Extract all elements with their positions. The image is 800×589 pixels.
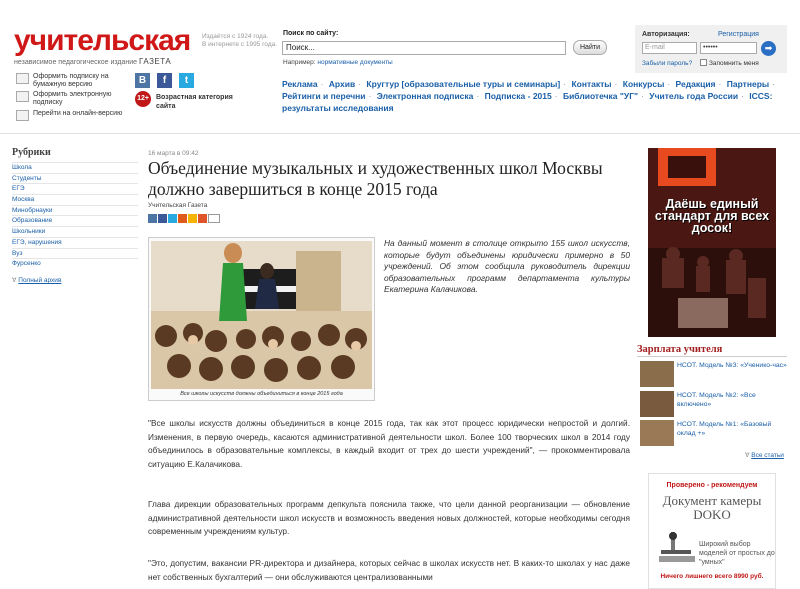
nav-item-teacher-of-year[interactable]: Учитель года России — [649, 91, 739, 101]
vk-icon[interactable]: B — [135, 73, 150, 88]
rubrics-title: Рубрики — [12, 147, 51, 158]
search-example-link[interactable]: нормативные документы — [317, 59, 393, 66]
search-example — [283, 59, 393, 66]
nav-item-contacts[interactable]: Контакты — [571, 79, 612, 89]
article-photo — [151, 241, 372, 389]
article-title: Объединение музыкальных и художественных школ Москвы должно завершиться в конце 2015 года — [148, 158, 603, 199]
salary-thumbnail — [640, 420, 674, 446]
article-lead: На данный момент в столице открыто 155 школ искусств, которые будут объединены юридически примерно в 50 учреждений. Об этом сообщила руководитель дирекции образовательных программ департамента культуры Екатерина Калачикова. — [384, 238, 630, 295]
subscribe-paper-link[interactable]: Оформить подписку на бумажную версию — [16, 73, 131, 89]
logo-subtitle: независимое педагогическое издание ГАЗЕТА — [14, 57, 172, 66]
email-field[interactable]: E-mail — [642, 42, 697, 54]
twitter-share-icon[interactable] — [168, 214, 177, 223]
search-button[interactable]: Найти — [573, 40, 607, 55]
salary-item[interactable]: НСОТ. Модель №2: «Все включено» — [640, 391, 790, 419]
all-articles-link[interactable]: ∀ Все статьи — [745, 452, 784, 459]
checkbox-icon[interactable] — [700, 59, 707, 66]
rubrics-list — [12, 162, 138, 269]
rubric-item[interactable]: Школа — [12, 162, 138, 173]
salary-item[interactable]: НСОТ. Модель №3: «Ученико-час» — [640, 361, 790, 389]
odnoklassniki-share-icon[interactable] — [178, 214, 187, 223]
ad-price: Ничего лишнего всего 8990 руб. — [660, 573, 764, 580]
salary-thumbnail — [640, 391, 674, 417]
vk-share-icon[interactable] — [148, 214, 157, 223]
mail-share-icon[interactable] — [198, 214, 207, 223]
article-author: Учительская Газета — [148, 202, 208, 209]
twitter-icon[interactable]: t — [179, 73, 194, 88]
site-logo[interactable]: учительская — [14, 24, 191, 57]
article-paragraph: "Все школы искусств должны объединиться в конце 2015 года, так как этот процесс юридически непростой и долгий. Изменения, в первую очередь, касаются административной деятельности школ. Более 100 творческих школ в 2014 году объединилось в образовательные комплексы, в каждый входит от трех до шести учреждений", — прокомментировала ситуацию Е.Калачикова. — [148, 418, 630, 470]
article-date: 16 марта в 09:42 — [148, 150, 199, 157]
nav-item-subscription-2015[interactable]: Подписка - 2015 — [484, 91, 552, 101]
nav-item-krugtur[interactable]: Кругтур [образовательные туры и семинары] — [366, 79, 561, 89]
remember-checkbox[interactable]: Запомнить меня — [700, 59, 759, 67]
banner-ad-camera[interactable] — [648, 473, 776, 589]
banner-ad-boards[interactable] — [648, 148, 776, 337]
newspaper-icon — [16, 91, 29, 102]
rubric-item[interactable]: Школьники — [12, 226, 138, 237]
camera-icon — [657, 532, 697, 564]
nav-item-editorial[interactable]: Редакция — [675, 79, 716, 89]
ad-description: Широкий выбор моделей от простых до "умных" — [699, 541, 775, 566]
salary-section-title: Зарплата учителя — [637, 344, 787, 357]
age-badge: 12+ — [135, 91, 151, 107]
since-info: Издаётся с 1924 года. В интернете с 1995 года. — [202, 33, 278, 48]
rubric-item[interactable]: Студенты — [12, 173, 138, 184]
password-field[interactable]: •••••• — [700, 42, 757, 54]
nav-item-contests[interactable]: Конкурсы — [622, 79, 665, 89]
search-label: Поиск по сайту: — [283, 30, 339, 37]
rubric-item[interactable]: Минобрнауки — [12, 205, 138, 216]
nav-item-ads[interactable]: Реклама — [282, 79, 318, 89]
chevron-down-icon: ∀ — [12, 277, 19, 284]
nav-item-archive[interactable]: Архив — [328, 79, 356, 89]
ad-product-title: Документ камеры DOKO — [662, 493, 762, 522]
subscribe-electronic-link[interactable]: Оформить электронную подписку — [16, 91, 131, 107]
star-share-icon[interactable] — [188, 214, 197, 223]
search-example-prefix: Например: — [283, 59, 316, 66]
rubric-item[interactable]: ЕГЭ — [12, 183, 138, 194]
ad-recommended: Проверено - рекомендуем — [666, 482, 758, 489]
newspaper-icon — [16, 73, 29, 84]
online-version-link[interactable]: Перейти на онлайн-версию — [16, 110, 131, 118]
register-link[interactable]: Регистрация — [718, 31, 759, 38]
article-paragraph: Глава дирекции образовательных программ депкульта пояснила также, что цели данной реорганизации — обновление административной деятельности школ искусств и возможность введения новых должностей, которые необходимы сегодня современным учреждениям культур. — [148, 499, 630, 537]
login-arrow-icon[interactable]: ➡ — [761, 41, 776, 56]
rubric-item[interactable]: ЕГЭ, нарушения — [12, 237, 138, 248]
nav-item-partners[interactable]: Партнеры — [726, 79, 770, 89]
nav-item-ratings[interactable]: Рейтинги и перечни — [282, 91, 366, 101]
nav-item-library[interactable]: Библиотечка "УГ" — [562, 91, 639, 101]
search-input[interactable]: Поиск... — [282, 41, 566, 55]
salary-item[interactable]: НСОТ. Модель №1: «Базовый оклад +» — [640, 420, 790, 448]
rubric-item[interactable]: Москва — [12, 194, 138, 205]
banner-ad-text: Даёшь единый стандарт для всех досок! — [654, 197, 770, 235]
more-share-icon[interactable] — [208, 214, 220, 223]
chevron-down-icon: ∀ — [745, 452, 752, 459]
newspaper-icon — [16, 110, 29, 121]
rubric-item[interactable]: Образование — [12, 215, 138, 226]
nav-item-iccs[interactable]: ICCS: результаты исследования — [282, 91, 773, 113]
photo-caption: Все школы искусств должны объединиться в конце 2015 года — [180, 391, 343, 397]
full-archive-link[interactable]: ∀ Полный архив — [12, 277, 62, 284]
rubric-item[interactable]: Вуз — [12, 248, 138, 259]
rubric-item[interactable]: Фурсенко — [12, 258, 138, 269]
login-title: Авторизация: — [642, 31, 690, 38]
facebook-icon[interactable]: f — [157, 73, 172, 88]
nav-item-e-subscription[interactable]: Электронная подписка — [376, 91, 474, 101]
article-paragraph: "Это, допустим, вакансии PR-директора и дизайнера, которых сейчас в школах искусств нет. В каких-то школах у нас даже нет собственных бухгалтерий — они обслуживаются централизованными — [148, 558, 630, 582]
share-bar — [148, 214, 221, 224]
main-nav: Реклама · Архив · Кругтур [образовательные туры и семинары] · Контакты · Конкурсы · Редакция · Партнеры · Рейтинги и перечни · Электронная подписка · Подписка - 2015 · Библиотечка "УГ" · Учитель года России · ICCS: результаты исследования — [282, 79, 775, 113]
salary-thumbnail — [640, 361, 674, 387]
forgot-password-link[interactable]: Забыли пароль? — [642, 60, 693, 67]
facebook-share-icon[interactable] — [158, 214, 167, 223]
age-label: Возрастная категория сайта — [156, 94, 233, 110]
